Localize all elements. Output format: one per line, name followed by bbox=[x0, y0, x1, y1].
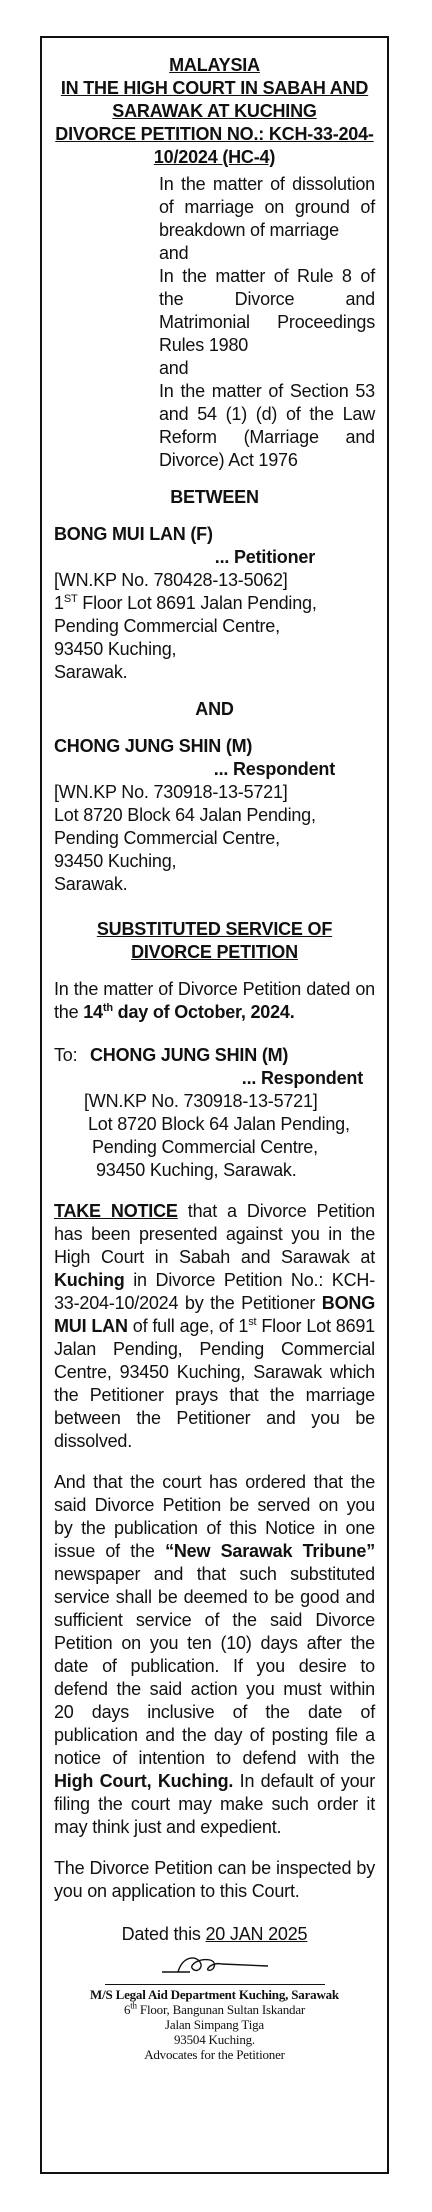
between-label: BETWEEN bbox=[170, 487, 259, 507]
signature bbox=[54, 1952, 375, 1978]
signature-line bbox=[105, 1984, 325, 1985]
matter-2: In the matter of Rule 8 of the Divorce and Matrimonial Proceedings Rules 1980 bbox=[159, 266, 375, 355]
heading-line-2: IN THE HIGH COURT IN SABAH AND bbox=[60, 78, 369, 98]
firm-address-2: Jalan Simpang Tiga bbox=[165, 2017, 264, 2032]
dated-line: Dated this 20 JAN 2025 bbox=[121, 1924, 308, 1944]
order-paragraph: And that the court has ordered that the said Divorce Petition be served on you by the publication of this Notice in one issue of the “New Sarawak Tribune” newspaper and that such substituted service shall be deemed to be good and sufficient service of the said Divorce Petition on you ten (10) days after the date of publication. If you desire to defend the said action you must within 20 days inclusive of the date of publication and the day of posting file a notice of intention to defend with the High Court, Kuching. In default of your filing the court may make such order it may think just and expedient. bbox=[54, 1472, 375, 1837]
service-title-line-2: DIVORCE PETITION bbox=[131, 942, 298, 962]
petitioner-name: BONG MUI LAN (F) bbox=[54, 524, 213, 544]
to-address-1: Lot 8720 Block 64 Jalan Pending, bbox=[88, 1114, 350, 1134]
firm-address-3: 93504 Kuching. bbox=[174, 2032, 255, 2047]
respondent-kp: [WN.KP No. 730918-13-5721] bbox=[54, 782, 288, 802]
respondent-address-3: 93450 Kuching, bbox=[54, 851, 177, 871]
notice-paragraph: TAKE NOTICE that a Divorce Petition has been presented against you in the High Court in Sabah and Sarawak at Kuching in Divorce Petition No.: KCH-33-204-10/2024 by the Petitioner BONG MUI LAN of full age, of 1st Floor Lot 8691 Jalan Pending, Pending Commercial Centre, 93450 Kuching, Sarawak which the Petitioner prays that the marriage between the Petitioner and you be dissolved. bbox=[54, 1201, 375, 1451]
matter-and-2: and bbox=[159, 358, 189, 378]
inspect-paragraph: The Divorce Petition can be inspected by you on application to this Court. bbox=[54, 1858, 375, 1901]
signature-scribble bbox=[160, 1952, 270, 1978]
to-role: ... Respondent bbox=[241, 1068, 363, 1088]
petitioner-role: ... Petitioner bbox=[214, 547, 315, 567]
respondent-address-2: Pending Commercial Centre, bbox=[54, 828, 280, 848]
petitioner-address-3: 93450 Kuching, bbox=[54, 639, 177, 659]
respondent-name: CHONG JUNG SHIN (M) bbox=[54, 736, 253, 756]
respondent-address-4: Sarawak. bbox=[54, 874, 128, 894]
to-name: CHONG JUNG SHIN (M) bbox=[90, 1045, 289, 1065]
to-label: To: bbox=[54, 1045, 78, 1065]
petitioner-kp: [WN.KP No. 780428-13-5062] bbox=[54, 570, 288, 590]
respondent-role: ... Respondent bbox=[213, 759, 335, 779]
petitioner-address-2: Pending Commercial Centre, bbox=[54, 616, 280, 636]
and-label: AND bbox=[195, 699, 234, 719]
heading-line-4: DIVORCE PETITION NO.: KCH-33-204- bbox=[55, 124, 374, 144]
petitioner-block bbox=[54, 523, 375, 684]
matters-block bbox=[159, 173, 375, 472]
to-kp: [WN.KP No. 730918-13-5721] bbox=[84, 1091, 318, 1111]
heading-line-1: MALAYSIA bbox=[169, 55, 260, 75]
to-row bbox=[54, 1044, 375, 1067]
court-heading bbox=[54, 54, 375, 169]
to-address-3: 93450 Kuching, Sarawak. bbox=[96, 1160, 297, 1180]
service-title-line-1: SUBSTITUTED SERVICE OF bbox=[96, 919, 333, 939]
firm-role: Advocates for the Petitioner bbox=[144, 2047, 285, 2062]
notice-content bbox=[54, 48, 375, 2062]
notice-frame bbox=[40, 36, 389, 2174]
dated-paragraph: In the matter of Divorce Petition dated on the 14th day of October, 2024. bbox=[54, 979, 375, 1022]
matter-and-1: and bbox=[159, 243, 189, 263]
respondent-address-1: Lot 8720 Block 64 Jalan Pending, bbox=[54, 805, 316, 825]
advocate-block bbox=[54, 1984, 375, 2062]
to-block bbox=[54, 1044, 375, 1182]
heading-line-5: 10/2024 (HC-4) bbox=[153, 147, 276, 167]
firm-address-1: 6th Floor, Bangunan Sultan Iskandar bbox=[123, 2000, 306, 2017]
petitioner-address-4: Sarawak. bbox=[54, 662, 128, 682]
respondent-block bbox=[54, 735, 375, 896]
matter-1: In the matter of dissolution of marriage on ground of breakdown of marriage bbox=[159, 174, 375, 240]
service-title bbox=[54, 918, 375, 964]
heading-line-3: SARAWAK AT KUCHING bbox=[112, 101, 317, 121]
petitioner-address-1: 1ST Floor Lot 8691 Jalan Pending, bbox=[54, 593, 317, 613]
to-address-2: Pending Commercial Centre, bbox=[92, 1137, 318, 1157]
firm-name: M/S Legal Aid Department Kuching, Sarawak bbox=[90, 1987, 339, 2002]
matter-3: In the matter of Section 53 and 54 (1) (d) of the Law Reform (Marriage and Divorce) Act 1976 bbox=[159, 381, 375, 470]
